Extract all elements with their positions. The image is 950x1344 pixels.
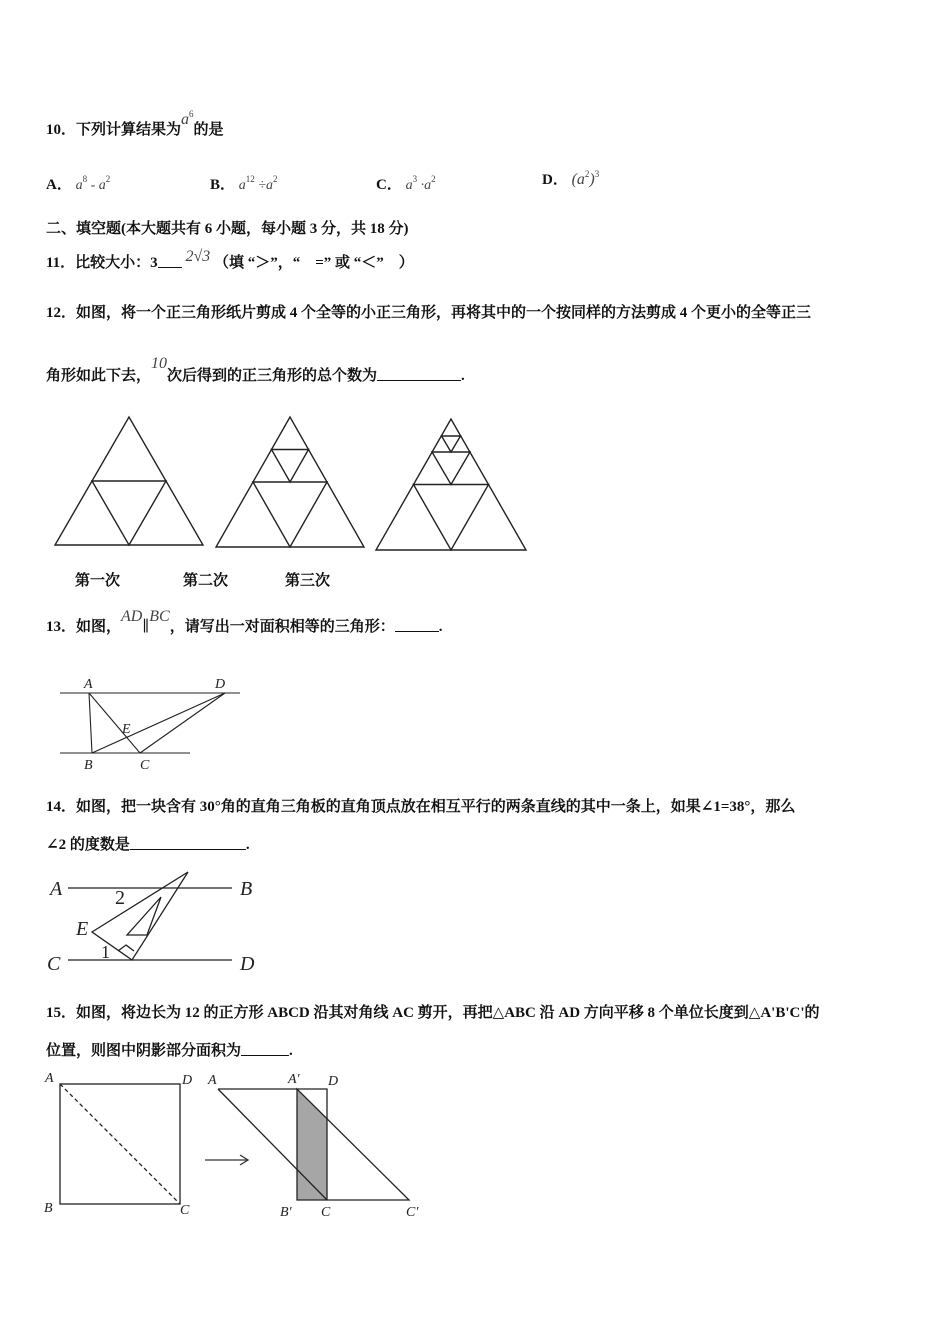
q12-count: 10 bbox=[151, 355, 168, 372]
svg-text:B: B bbox=[44, 1201, 53, 1216]
q10-option-d: D． $(a^2)^3$ bbox=[542, 169, 600, 188]
svg-text:A′: A′ bbox=[288, 1072, 300, 1087]
q12-line1: 12．如图，将一个正三角形纸片剪成 4 个全等的小正三角形，再将其中的一个按同样的方法剪成 4 个更小的全等正三 bbox=[46, 305, 812, 321]
q15-line1: 15．如图，将边长为 12 的正方形 ABCD 沿其对角线 AC 剪开，再把△ABC 沿 AD 方向平移 8 个单位长度到△A'B'C'的 bbox=[46, 1005, 820, 1021]
svg-text:1: 1 bbox=[101, 942, 110, 962]
q10-expr: $a^6$ bbox=[181, 109, 194, 128]
q15-figure bbox=[0, 1065, 450, 1225]
q12-line2: 角形如此下去，10次后得到的正三角形的总个数为 . bbox=[46, 355, 465, 384]
svg-text:D: D bbox=[215, 677, 226, 692]
answer-blank[interactable] bbox=[377, 366, 461, 381]
q10-option-b: B． $a^{12} \div a^2$ bbox=[210, 174, 278, 193]
svg-text:A: A bbox=[84, 677, 93, 692]
caption-3: 第三次 bbox=[285, 573, 331, 589]
caption-2: 第二次 bbox=[183, 573, 229, 589]
svg-text:B′: B′ bbox=[280, 1205, 292, 1220]
answer-blank[interactable] bbox=[158, 253, 182, 268]
svg-text:2: 2 bbox=[115, 887, 125, 909]
section-title: 二、填空题(本大题共有 6 小题，每小题 3 分，共 18 分) bbox=[46, 221, 409, 237]
q12-triangle-figures bbox=[0, 400, 950, 560]
svg-text:C: C bbox=[140, 758, 150, 773]
q14-line1: 14．如图，把一块含有 30°角的直角三角板的直角顶点放在相互平行的两条直线的其中一条上，如果∠1=38°，那么 bbox=[46, 799, 796, 815]
q15-line2: 位置，则图中阴影部分面积为 . bbox=[46, 1043, 293, 1059]
svg-text:A: A bbox=[50, 878, 63, 900]
svg-text:D: D bbox=[240, 953, 255, 975]
svg-text:C: C bbox=[321, 1205, 331, 1220]
answer-blank[interactable] bbox=[241, 1041, 289, 1056]
svg-text:C′: C′ bbox=[406, 1205, 419, 1220]
svg-text:B: B bbox=[84, 758, 93, 773]
q14-line2: ∠2 的度数是 . bbox=[46, 837, 250, 853]
svg-text:E: E bbox=[76, 918, 89, 940]
svg-text:B: B bbox=[240, 878, 253, 900]
svg-text:E: E bbox=[122, 722, 131, 737]
answer-blank[interactable] bbox=[395, 617, 439, 632]
q11-expr: 2√3 bbox=[185, 248, 211, 265]
q13-figure bbox=[0, 670, 260, 780]
svg-text:D: D bbox=[328, 1074, 339, 1089]
svg-text:C: C bbox=[180, 1203, 190, 1218]
answer-blank[interactable] bbox=[130, 835, 246, 850]
q10-stem: 10．下列计算结果为$a^6$的是 bbox=[46, 109, 224, 138]
svg-text:D: D bbox=[182, 1073, 193, 1088]
caption-1: 第一次 bbox=[75, 573, 121, 589]
svg-text:C: C bbox=[47, 953, 61, 975]
svg-text:A: A bbox=[45, 1071, 54, 1086]
q11-stem: 11．比较大小：3 2√3 （填 “＞”，“ =” 或 “＜” ） bbox=[46, 248, 414, 271]
svg-text:A: A bbox=[208, 1073, 217, 1088]
q14-figure bbox=[0, 865, 280, 980]
q13-stem: 13．如图，AD∥BC，请写出一对面积相等的三角形： . bbox=[46, 608, 443, 635]
q10-option-c: C． $a^3 \cdot a^2$ bbox=[376, 174, 436, 193]
q10-option-a: A． $a^8 - a^2$ bbox=[46, 174, 111, 193]
